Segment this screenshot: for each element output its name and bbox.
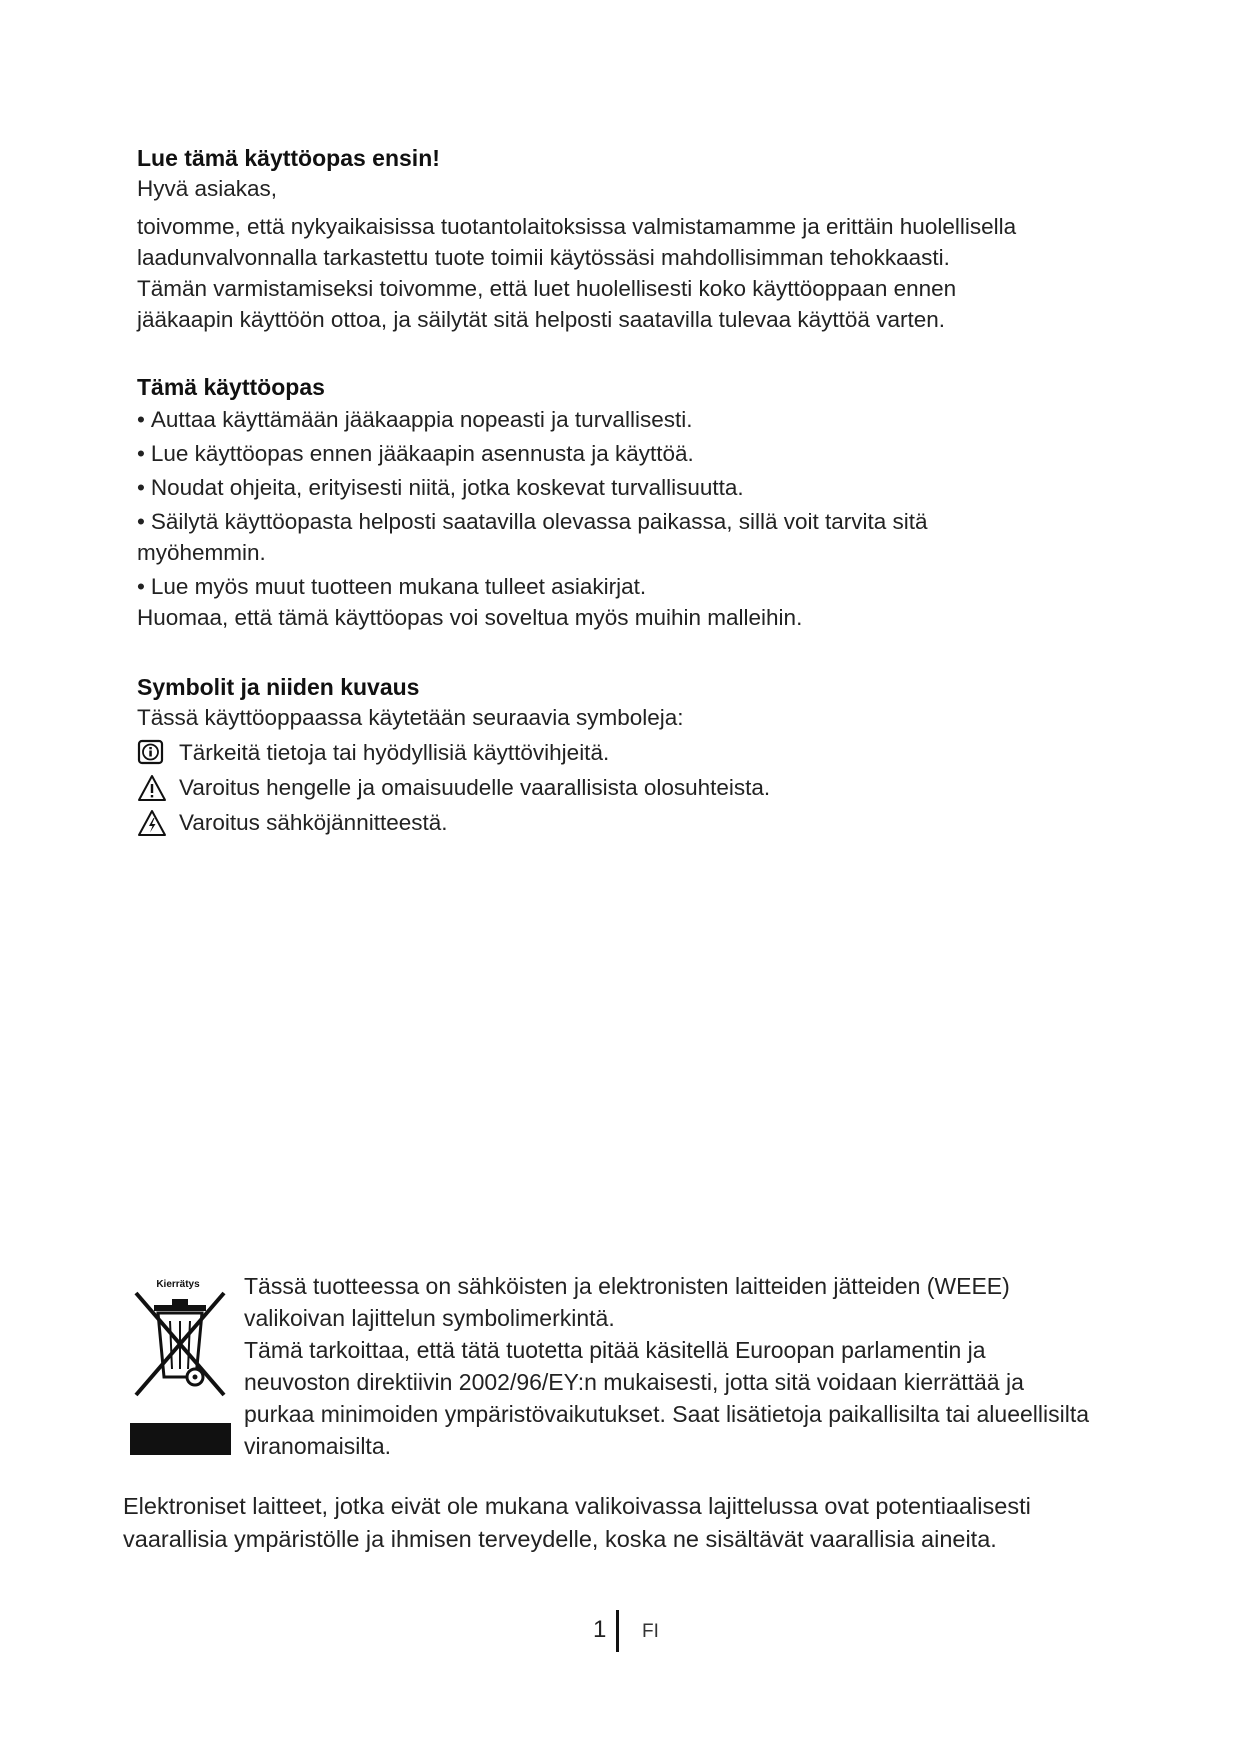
manual-note: Huomaa, että tämä käyttöopas voi soveltua myös muihin malleihin. bbox=[137, 605, 803, 630]
intro-section bbox=[137, 143, 1137, 335]
final-paragraph bbox=[123, 1490, 1173, 1556]
recycling-label: Kierrätys bbox=[156, 1279, 200, 1290]
symbols-section bbox=[137, 672, 1137, 840]
page-number: 1 bbox=[593, 1616, 607, 1643]
symbols-intro: Tässä käyttöoppaassa käytetään seuraavia symboleja: bbox=[137, 705, 684, 730]
symbol-row-warning bbox=[137, 770, 1137, 805]
intro-line: Tämän varmistamiseksi toivomme, että luet huolellisesti koko käyttöoppaan ennen bbox=[137, 276, 957, 301]
bullet-item-continuation: myöhemmin. bbox=[137, 540, 266, 565]
bullet-item: • Lue myös muut tuotteen mukana tulleet asiakirjat. bbox=[137, 574, 647, 599]
bullet-item: • Säilytä käyttöopasta helposti saatavilla olevassa paikassa, sillä voit tarvita sitä bbox=[137, 509, 928, 534]
bullet-item: • Lue käyttöopas ennen jääkaapin asennusta ja käyttöä. bbox=[137, 441, 694, 466]
electric-warning-icon bbox=[137, 809, 167, 837]
weee-line: Tässä tuotteessa on sähköisten ja elektronisten laitteiden jätteiden (WEEE) bbox=[244, 1273, 1010, 1299]
intro-line: toivomme, että nykyaikaisissa tuotantolaitoksissa valmistamamme ja erittäin huolellisella bbox=[137, 214, 1017, 239]
greeting: Hyvä asiakas, bbox=[137, 176, 278, 201]
symbols-heading: Symbolit ja niiden kuvaus bbox=[137, 674, 420, 700]
language-code: FI bbox=[642, 1621, 659, 1642]
symbol-row-electric bbox=[137, 805, 1137, 840]
intro-line: jääkaapin käyttöön ottoa, ja säilytät sitä helposti saatavilla tulevaa käyttöä varten. bbox=[137, 307, 945, 332]
intro-heading: Lue tämä käyttöopas ensin! bbox=[137, 145, 440, 171]
weee-line: purkaa minimoiden ympäristövaikutukset. Saat lisätietoja paikallisilta tai alueellisilta bbox=[244, 1401, 1090, 1427]
weee-section bbox=[128, 1265, 1178, 1475]
weee-line: viranomaisilta. bbox=[244, 1433, 391, 1459]
symbol-text: Varoitus hengelle ja omaisuudelle vaarallisista olosuhteista. bbox=[179, 774, 771, 800]
page-footer bbox=[585, 1610, 685, 1655]
manual-section bbox=[137, 372, 1137, 633]
symbol-text: Tärkeitä tietoja tai hyödyllisiä käyttövihjeitä. bbox=[179, 739, 610, 765]
bullet-item: • Noudat ohjeita, erityisesti niitä, jotka koskevat turvallisuutta. bbox=[137, 475, 744, 500]
weee-line: neuvoston direktiivin 2002/96/EY:n mukaisesti, jotta sitä voidaan kierrättää ja bbox=[244, 1369, 1024, 1395]
bullet-item: • Auttaa käyttämään jääkaappia nopeasti ja turvallisesti. bbox=[137, 407, 693, 432]
warning-icon bbox=[137, 774, 167, 802]
weee-text bbox=[244, 1270, 1144, 1462]
manual-heading: Tämä käyttöopas bbox=[137, 374, 325, 400]
info-icon bbox=[137, 739, 167, 767]
recycling-bin-icon bbox=[128, 1265, 233, 1475]
weee-line: Tämä tarkoittaa, että tätä tuotetta pitää käsitellä Euroopan parlamentin ja bbox=[244, 1337, 986, 1363]
footer-divider bbox=[616, 1610, 619, 1652]
final-line: vaarallisia ympäristölle ja ihmisen terveydelle, koska ne sisältävät vaarallisia aineita. bbox=[123, 1526, 997, 1552]
symbol-row-info bbox=[137, 735, 1137, 770]
intro-line: laadunvalvonnalla tarkastettu tuote toimii käytössäsi mahdollisimman tehokkaasti. bbox=[137, 245, 950, 270]
final-line: Elektroniset laitteet, jotka eivät ole mukana valikoivassa lajittelussa ovat potentiaalisesti bbox=[123, 1493, 1031, 1519]
weee-line: valikoivan lajittelun symbolimerkintä. bbox=[244, 1305, 615, 1331]
symbol-text: Varoitus sähköjännitteestä. bbox=[179, 809, 448, 835]
